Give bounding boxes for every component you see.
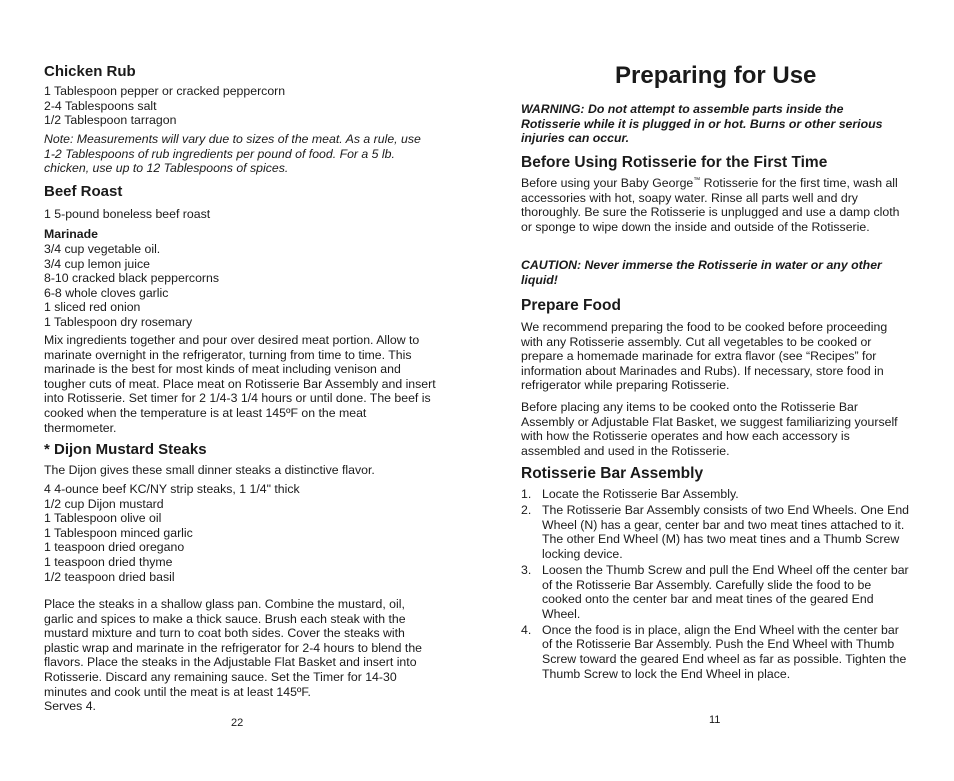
dijon-intro: The Dijon gives these small dinner steaks a distinctive flavor. (44, 463, 375, 477)
ingredient-line: 1 teaspoon dried thyme (44, 554, 173, 569)
beef-roast-ingredient: 1 5-pound boneless beef roast (44, 207, 211, 221)
ingredient-line: 1 Tablespoon olive oil (44, 511, 162, 526)
dijon-ingredients (44, 482, 300, 584)
chicken-rub-heading: Chicken Rub (44, 63, 136, 80)
before-using-text-a: Before using your Baby George (521, 176, 694, 190)
ingredient-line: 1/2 Tablespoon tarragon (44, 113, 177, 128)
dijon-serves: Serves 4. (44, 699, 96, 713)
marinade-ingredients (44, 242, 219, 330)
beef-roast-heading: Beef Roast (44, 183, 123, 200)
step-number: 1. (521, 487, 532, 501)
dijon-directions: Place the steaks in a shallow glass pan. Combine the mustard, oil, garlic and spices to make a thick sauce. Brush each steak with the mustard mixture and turn to coat both sides. Cover the steaks with plastic wrap and marinate in the refrigerator for 2-4 hours to blend the flavors. Place the steaks in the Adjustable Flat Basket and insert into Rotisserie. Discard any remaining sauce. Set the Timer for 14-30 minutes and cook until the meat is at least 145ºF. (44, 597, 422, 699)
prepare-food-p2: Before placing any items to be cooked onto the Rotisserie Bar Assembly or Adjustable Flat Basket, we suggest familiarizing yourself with how the Rotisserie operates and how each accessory is assembled and used in the Rotisserie. (521, 400, 898, 458)
list-item (521, 487, 911, 502)
ingredient-line: 1 Tablespoon dry rosemary (44, 314, 193, 329)
caution-text: CAUTION: Never immerse the Rotisserie in water or any other liquid! (521, 258, 882, 287)
step-number: 4. (521, 622, 532, 637)
step-text: Loosen the Thumb Screw and pull the End Wheel off the center bar of the Rotisserie Bar Assembly. Carefully slide the food to be cooked onto the center bar and meat tines of the geared End Wheel. (542, 562, 909, 621)
list-item (521, 623, 911, 681)
ingredient-line: 4 4-ounce beef KC/NY strip steaks, 1 1/4" thick (44, 482, 300, 496)
step-number: 3. (521, 562, 532, 577)
trademark-symbol: ™ (693, 176, 701, 184)
ingredient-line: 1 Tablespoon pepper or cracked peppercorn (44, 84, 286, 98)
list-item (521, 563, 911, 621)
assembly-steps (521, 487, 911, 681)
dijon-heading: * Dijon Mustard Steaks (44, 441, 207, 458)
ingredient-line: 6-8 whole cloves garlic (44, 285, 169, 300)
page-title: Preparing for Use (615, 62, 817, 89)
step-text: The Rotisserie Bar Assembly consists of two End Wheels. One End Wheel (N) has a gear, center bar and two meat tines attached to it. The other End Wheel (M) has two meat tines and a Thumb Screw locking device. (542, 503, 910, 561)
step-text: Locate the Rotisserie Bar Assembly. (542, 487, 739, 501)
ingredient-line: 1/2 cup Dijon mustard (44, 496, 164, 511)
step-number: 2. (521, 503, 532, 518)
page-number-right: 11 (709, 714, 721, 726)
ingredient-line: 8-10 cracked black peppercorns (44, 271, 219, 286)
before-using-text (521, 176, 911, 234)
prepare-food-p1: We recommend preparing the food to be cooked before proceeding with any Rotisserie assembly. Cut all vegetables to be cooked or prepare a homemade marinade for extra flavor (see “Recipes” for information about Marinades and Rubs). If necessary, store food in refrigerator while preparing Rotisserie. (521, 320, 888, 393)
assembly-heading: Rotisserie Bar Assembly (521, 465, 704, 482)
ingredient-line: 3/4 cup vegetable oil. (44, 242, 161, 256)
prepare-food-heading: Prepare Food (521, 297, 621, 314)
beef-roast-directions: Mix ingredients together and pour over desired meat portion. Allow to marinate overnight in the refrigerator, turning from time to time. This marinade is the best for most kinds of meat including venison and tougher cuts of meat. Place meat on Rotisserie Bar Assembly and insert into Rotisserie. Set timer for 2 1/4-3 1/4 hours or until done. The beef is cooked when the temperature is at least 145ºF on the meat thermometer. (44, 333, 436, 435)
step-text: Once the food is in place, align the End Wheel with the center bar of the Rotisserie Bar Assembly. Push the End Wheel with Thumb Screw toward the geared End wheel as far as possible. Tighten the Thumb Screw to lock the End Wheel in place. (542, 622, 907, 681)
page-number-left: 22 (231, 717, 244, 729)
ingredient-line: 2-4 Tablespoons salt (44, 98, 157, 113)
chicken-rub-note: Note: Measurements will vary due to sizes of the meat. As a rule, use 1-2 Tablespoons of rub ingredients per pound of food. For a 5 lb. chicken, use up to 12 Tablespoons of spices. (44, 132, 421, 176)
ingredient-line: 1/2 teaspoon dried basil (44, 569, 175, 584)
marinade-heading: Marinade (44, 227, 98, 241)
list-item (521, 503, 911, 561)
ingredient-line: 1 Tablespoon minced garlic (44, 525, 193, 540)
ingredient-line: 3/4 cup lemon juice (44, 256, 150, 271)
ingredient-line: 1 teaspoon dried oregano (44, 540, 185, 555)
before-using-heading: Before Using Rotisserie for the First Time (521, 154, 828, 171)
before-using-text-b: Rotisserie for the first time, wash all accessories with hot, soapy water. Rinse all parts well and dry thoroughly. Be sure the Rotisserie is unplugged and use a damp cloth or sponge to wipe down the inside and outside of the Rotisserie. (521, 176, 900, 234)
ingredient-line: 1 sliced red onion (44, 300, 141, 315)
chicken-rub-ingredients (44, 84, 285, 128)
warning-text: WARNING: Do not attempt to assemble parts inside the Rotisserie while it is plugged in or hot. Burns or other serious injuries can occur. (521, 102, 883, 146)
